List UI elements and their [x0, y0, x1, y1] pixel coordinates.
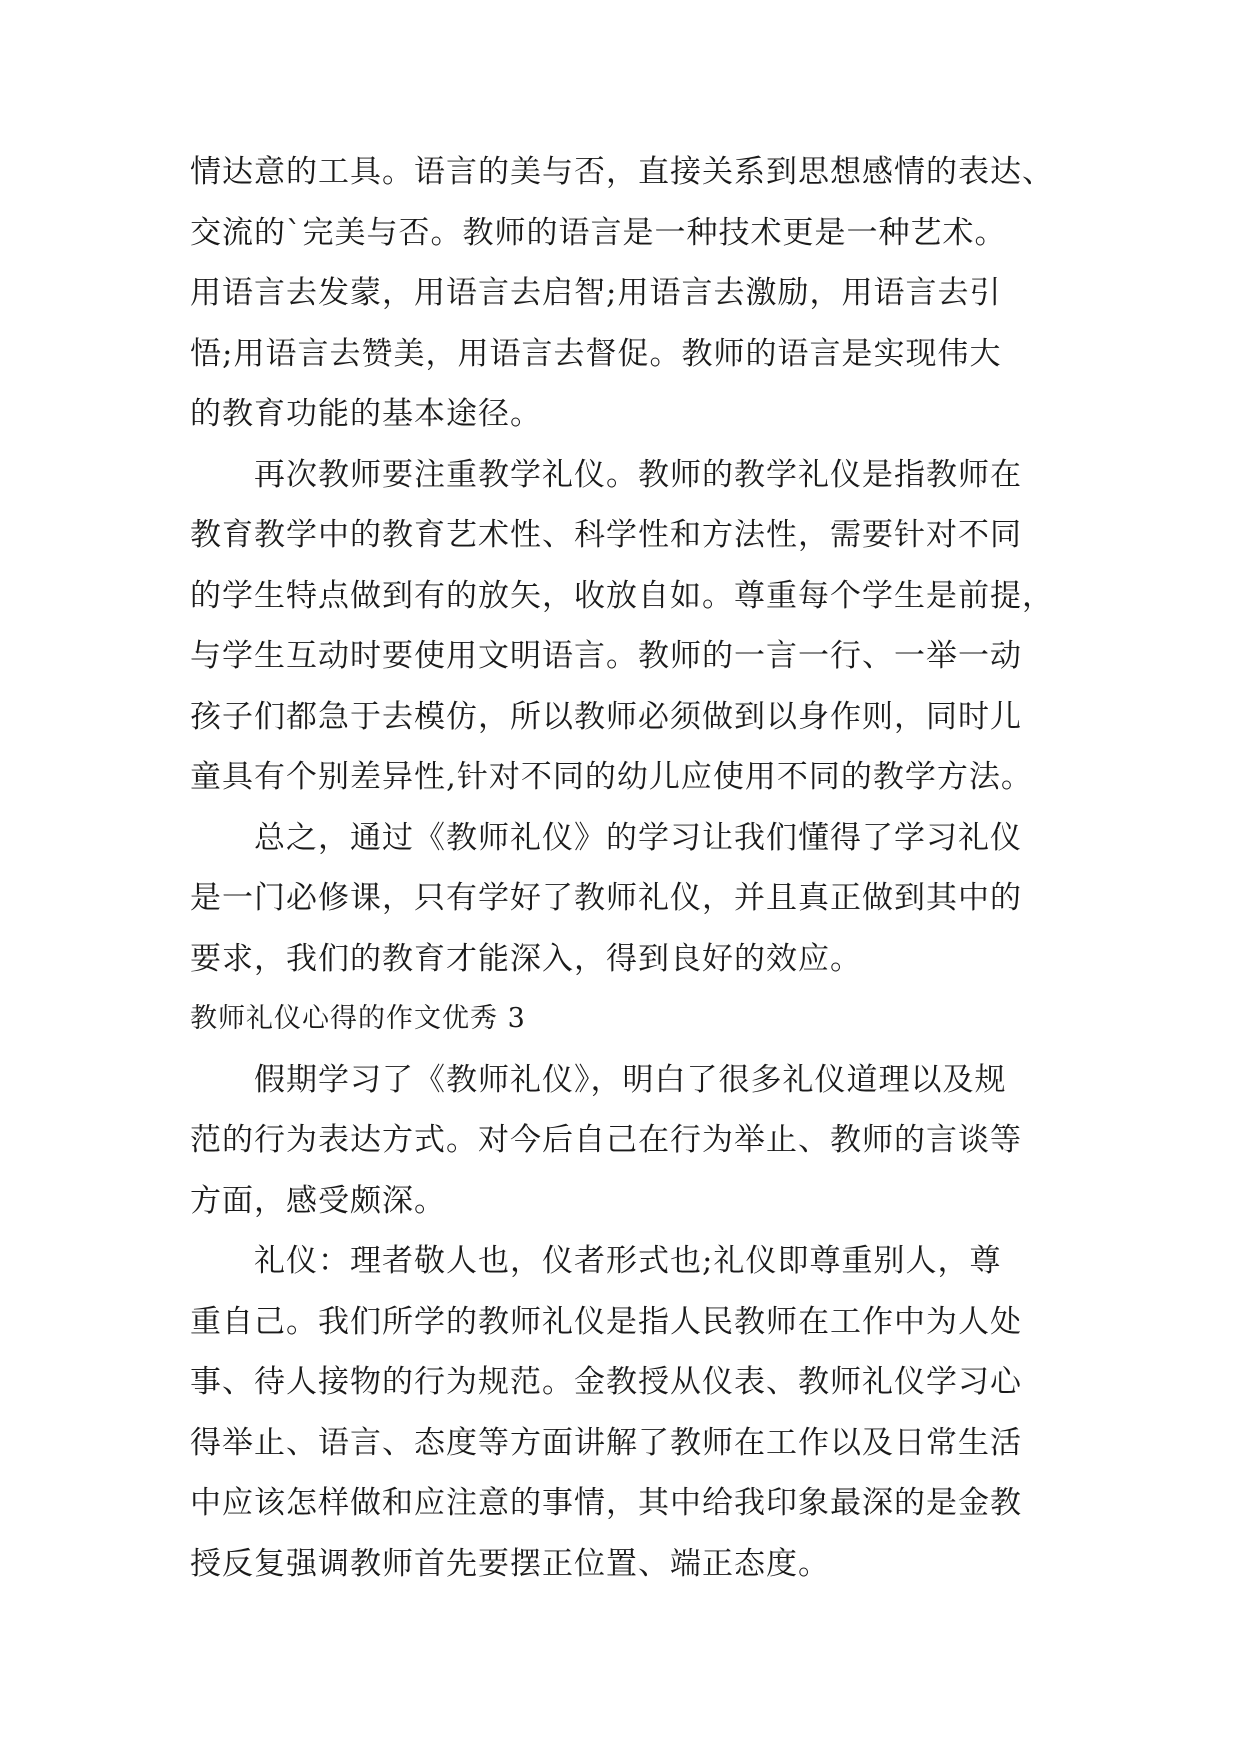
text-line: 假期学习了《教师礼仪》，明白了很多礼仪道理以及规 [254, 1061, 1007, 1098]
text-line: 用语言去发蒙，用语言去启智;用语言去激励，用语言去引 [190, 275, 1002, 311]
text-line: 范的行为表达方式。对今后自己在行为举止、教师的言谈等 [190, 1122, 1022, 1158]
text-line: 悟;用语言去赞美，用语言去督促。教师的语言是实现伟大 [190, 335, 1002, 372]
text-line: 礼仪：理者敬人也，仪者形式也;礼仪即尊重别人，尊 [254, 1243, 1002, 1279]
paragraph [190, 142, 1060, 445]
text-line: 中应该怎样做和应注意的事情，其中给我印象最深的是金教 [190, 1485, 1022, 1521]
text-line: 情达意的工具。语言的美与否，直接关系到思想感情的表达、 [190, 154, 1054, 190]
section-heading: 教师礼仪心得的作文优秀 3 [190, 1003, 526, 1034]
text-line: 的教育功能的基本途径。 [190, 396, 542, 432]
text-line: 总之，通过《教师礼仪》的学习让我们懂得了学习礼仪 [254, 819, 1022, 856]
text-line: 童具有个别差异性,针对不同的幼儿应使用不同的教学方法。 [190, 759, 1033, 795]
document-body [190, 142, 1060, 1594]
text-line: 教育教学中的教育艺术性、科学性和方法性，需要针对不同 [190, 517, 1022, 553]
text-line: 再次教师要注重教学礼仪。教师的教学礼仪是指教师在 [254, 456, 1022, 493]
text-line: 重自己。我们所学的教师礼仪是指人民教师在工作中为人处 [190, 1303, 1022, 1340]
paragraph [190, 808, 1060, 990]
text-line: 的学生特点做到有的放矢，收放自如。尊重每个学生是前提， [190, 577, 1054, 614]
text-line: 方面，感受颇深。 [190, 1182, 446, 1219]
paragraph [190, 1050, 1060, 1232]
text-line: 事、待人接物的行为规范。金教授从仪表、教师礼仪学习心 [190, 1364, 1022, 1400]
text-line: 交流的`完美与否。教师的语言是一种技术更是一种艺术。 [190, 214, 1007, 251]
text-line: 与学生互动时要使用文明语言。教师的一言一行、一举一动 [190, 638, 1022, 674]
text-line: 得举止、语言、态度等方面讲解了教师在工作以及日常生活 [190, 1424, 1022, 1461]
text-line: 孩子们都急于去模仿，所以教师必须做到以身作则，同时儿 [190, 698, 1022, 735]
paragraph [190, 445, 1060, 808]
text-line: 要求，我们的教育才能深入，得到良好的效应。 [190, 940, 862, 977]
text-line: 授反复强调教师首先要摆正位置、端正态度。 [190, 1545, 830, 1582]
text-line: 是一门必修课，只有学好了教师礼仪，并且真正做到其中的 [190, 880, 1022, 916]
paragraph [190, 1231, 1060, 1594]
